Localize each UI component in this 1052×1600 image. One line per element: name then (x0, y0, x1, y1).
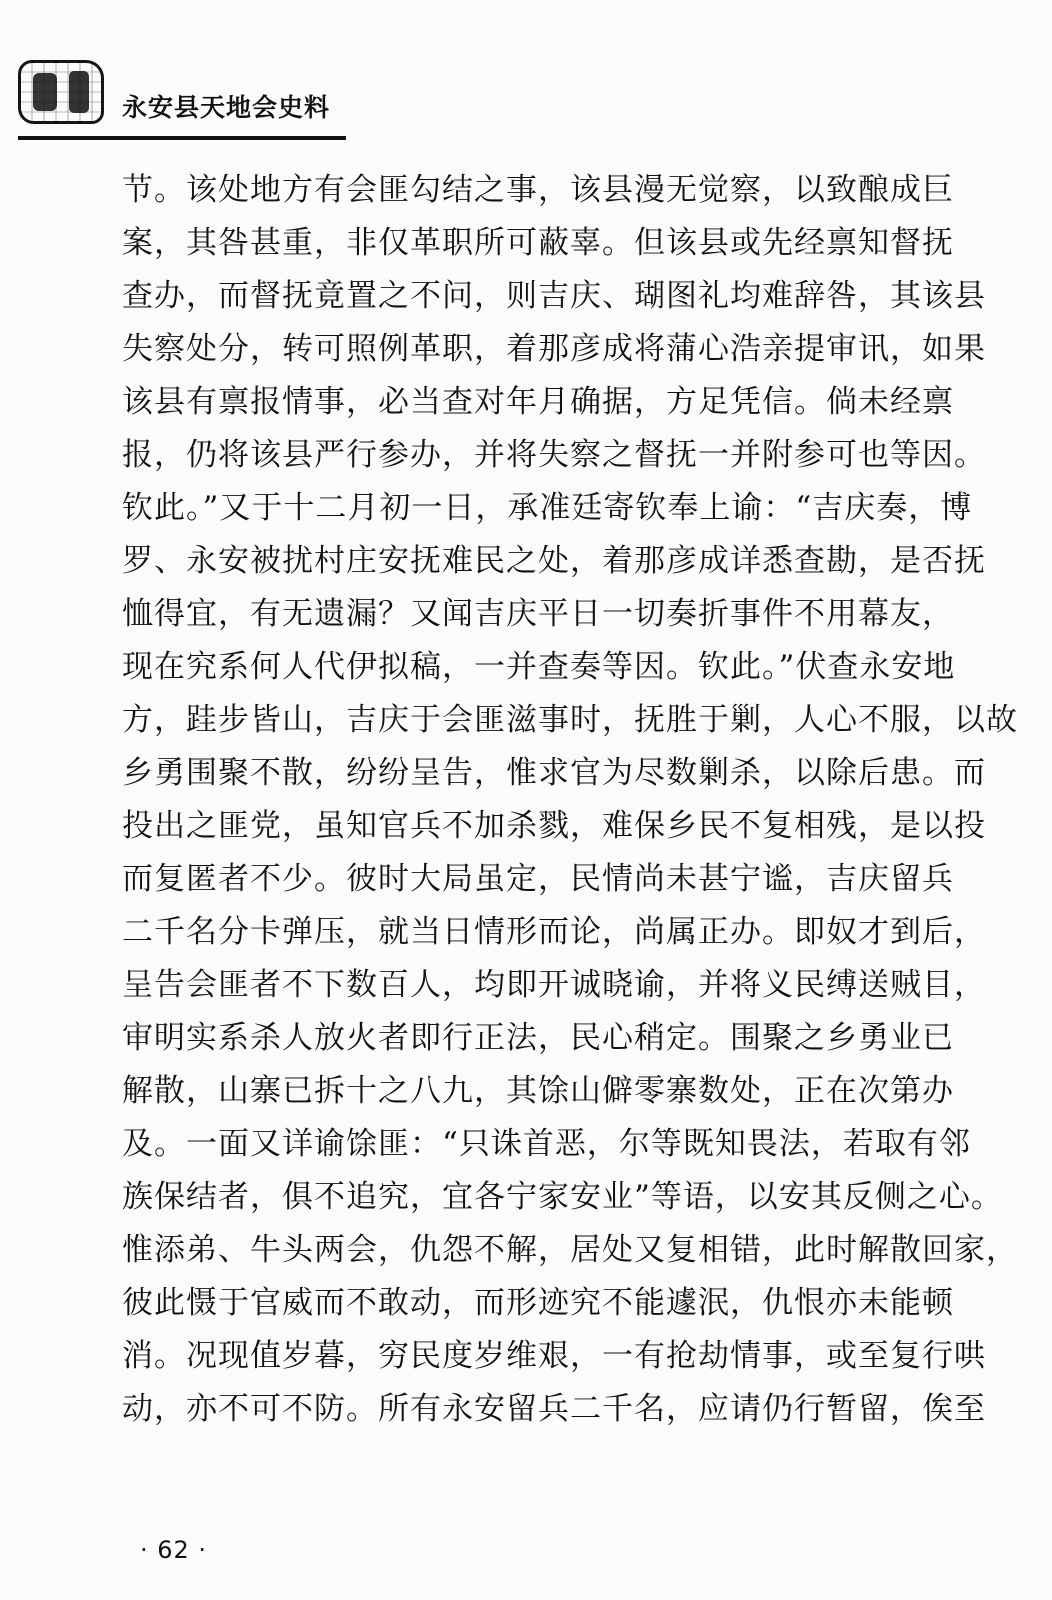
text-line: 而复匿者不少。彼时大局虽定，民情尚未甚宁谧，吉庆留兵 (122, 861, 954, 897)
text-line: 节。该处地方有会匪勾结之事，该县漫无觉察，以致酿成巨 (122, 172, 954, 208)
text-line: 报，仍将该县严行参办，并将失察之督抚一并附参可也等因。 (122, 437, 986, 473)
seal-stamp-icon (18, 60, 104, 124)
main-text (122, 164, 1018, 1436)
text-line: 审明实系杀人放火者即行正法，民心稍定。围聚之乡勇业已 (122, 1020, 954, 1056)
text-line: 惟添弟、牛头两会，仇怨不解，居处又复相错，此时解散回家， (122, 1232, 1018, 1268)
text-line: 投出之匪党，虽知官兵不加杀戮，难保乡民不复相残，是以投 (122, 808, 986, 844)
text-line: 恤得宜，有无遗漏？又闻吉庆平日一切奏折事件不用幕友， (122, 596, 954, 632)
page-number: · 62 · (140, 1536, 208, 1564)
text-line: 现在究系何人代伊拟稿，一并查奏等因。钦此。”伏查永安地 (122, 649, 956, 685)
page-header-title: 永安县天地会史料 (122, 93, 331, 122)
text-line: 解散，山寨已拆十之八九，其馀山僻零寨数处，正在次第办 (122, 1073, 954, 1109)
text-line: 及。一面又详谕馀匪：“只诛首恶，尔等既知畏法，若取有邻 (122, 1126, 971, 1162)
text-line: 彼此慑于官威而不敢动，而形迹究不能遽泯，仇恨亦未能顿 (122, 1285, 954, 1321)
header-rule (18, 136, 346, 140)
text-line: 失察处分，转可照例革职，着那彦成将蒲心浩亲提审讯，如果 (122, 331, 986, 367)
text-line: 消。况现值岁暮，穷民度岁维艰，一有抢劫情事，或至复行哄 (122, 1338, 986, 1374)
text-line: 动，亦不可不防。所有永安留兵二千名，应请仍行暂留，俟至 (122, 1391, 986, 1427)
text-line: 呈告会匪者不下数百人，均即开诚晓谕，并将义民缚送贼目， (122, 967, 986, 1003)
text-line: 查办，而督抚竟置之不问，则吉庆、瑚图礼均难辞咎，其该县 (122, 278, 986, 314)
text-line: 族保结者，俱不追究，宜各宁家安业”等语，以安其反侧之心。 (122, 1179, 1003, 1215)
text-line: 二千名分卡弹压，就当日情形而论，尚属正办。即奴才到后， (122, 914, 986, 950)
text-line: 乡勇围聚不散，纷纷呈告，惟求官为尽数剿杀，以除后患。而 (122, 755, 986, 791)
text-line: 罗、永安被扰村庄安抚难民之处，着那彦成详悉查勘，是否抚 (122, 543, 986, 579)
text-line: 该县有禀报情事，必当查对年月确据，方足凭信。倘未经禀 (122, 384, 954, 420)
text-line: 钦此。”又于十二月初一日，承准廷寄钦奉上谕：“吉庆奏，博 (122, 490, 973, 526)
text-line: 案，其咎甚重，非仅革职所可蔽辜。但该县或先经禀知督抚 (122, 225, 954, 261)
text-line: 方，跬步皆山，吉庆于会匪滋事时，抚胜于剿，人心不服，以故 (122, 702, 1018, 738)
